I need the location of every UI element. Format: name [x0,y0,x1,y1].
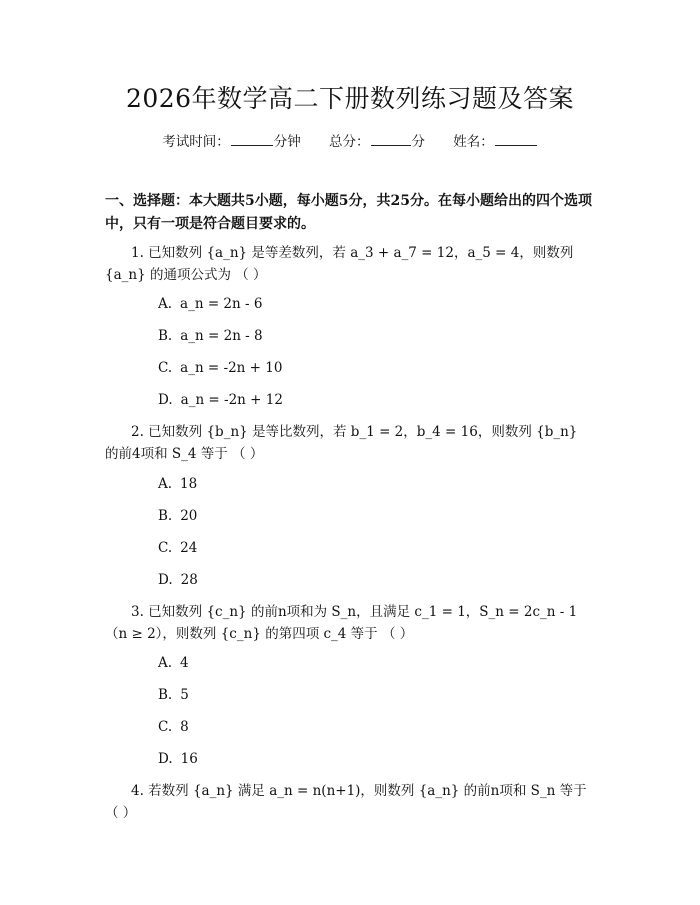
exam-time-field [162,134,305,150]
question-1-option-b [158,326,263,346]
question-2-option-d [158,570,198,590]
name-label: 姓名： [453,134,494,150]
question-2-option-b [158,506,197,526]
option-letter: B. [158,328,173,344]
question-3-stem: 3. 已知数列 {c_n} 的前n项和为 S_n，且满足 c_1 = 1，S_n = 2c_n - 1 （n ≥ 2），则数列 {c_n} 的第四项 c_4 等于 （ ） [105,604,578,642]
time-label: 考试时间： [162,134,230,150]
total-score-field [329,134,429,150]
option-text: 28 [180,572,198,588]
option-letter: D. [158,572,173,588]
option-text: 16 [180,751,198,767]
option-text: 4 [180,655,189,671]
score-label: 总分： [329,134,370,150]
exam-meta [0,131,700,152]
option-letter: C. [158,719,173,735]
time-unit: 分钟 [273,134,301,150]
question-1-stem: 1. 已知数列 {a_n} 是等差数列，若 a_3 + a_7 = 12，a_5 = 4，则数列 {a_n} 的通项公式为 （ ） [105,245,574,283]
section-heading: 一、选择题：本大题共5小题，每小题5分，共25分。在每小题给出的四个选项中，只有一项是符合题目要求的。 [105,193,592,232]
question-1-option-a [158,294,262,314]
option-text: 8 [180,719,189,735]
name-blank [495,131,537,146]
time-blank [231,131,273,146]
option-text: a_n = -2n + 12 [180,392,283,408]
option-text: 24 [180,540,198,556]
option-letter: A. [158,655,173,671]
question-3-option-a [158,653,189,673]
option-letter: D. [158,751,173,767]
option-letter: D. [158,392,173,408]
option-text: 18 [180,476,198,492]
student-name-field [453,134,538,150]
option-text: a_n = 2n - 6 [180,296,263,312]
question-3-option-d [158,749,198,769]
question-3-option-c [158,717,189,737]
question-2-option-c [158,538,197,558]
option-text: a_n = 2n - 8 [180,328,263,344]
score-unit: 分 [411,134,425,150]
question-4-stem: 4. 若数列 {a_n} 满足 a_n = n(n+1)，则数列 {a_n} 的前n项和 S_n 等于 （ ） [105,783,587,821]
option-letter: A. [158,476,173,492]
question-3-option-b [158,685,189,705]
question-1-option-c [158,358,282,378]
option-text: a_n = -2n + 10 [180,360,283,376]
option-letter: C. [158,360,173,376]
option-text: 5 [180,687,189,703]
option-text: 20 [180,508,198,524]
option-letter: B. [158,687,173,703]
question-2-option-a [158,474,197,494]
option-letter: C. [158,540,173,556]
option-letter: A. [158,296,173,312]
question-2-stem: 2. 已知数列 {b_n} 是等比数列，若 b_1 = 2，b_4 = 16，则数列 {b_n} 的前4项和 S_4 等于 （ ） [105,424,578,462]
score-blank [371,131,411,146]
question-1-option-d [158,390,283,410]
option-letter: B. [158,508,173,524]
page-title: 2026年数学高二下册数列练习题及答案 [125,84,575,113]
